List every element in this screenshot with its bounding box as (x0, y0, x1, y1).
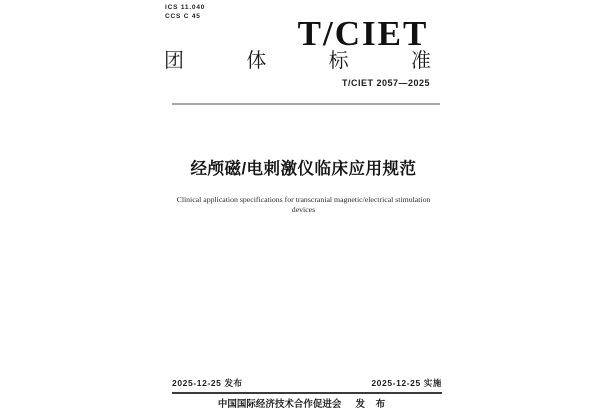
footer-divider (172, 392, 442, 394)
standard-type-char: 体 (246, 50, 267, 72)
issue-date: 2025-12-25 发布 (172, 378, 243, 388)
standard-type-label (164, 50, 431, 72)
standard-number: T/CIET 2057—2025 (341, 78, 430, 88)
document-title-zh: 经颅磁/电刺激仪临床应用规范 (190, 160, 417, 178)
standard-type-char: 准 (410, 50, 431, 72)
document-title-en-line2: devices (291, 205, 316, 214)
issuer-name: 中国国际经济技术合作促进会 (217, 399, 342, 410)
ics-code: ICS 11.040 (165, 4, 206, 11)
implement-date: 2025-12-25 实施 (371, 378, 442, 388)
classification-codes (165, 3, 205, 21)
dates-row (172, 377, 442, 389)
document-title-en-line1: Clinical application specifications for transcranial magnetic/electrical stimulation (176, 195, 431, 204)
release-label: 发 布 (355, 399, 390, 410)
document-title-en (137, 195, 470, 215)
ccs-code: CCS C 45 (165, 13, 201, 20)
standard-type-char: 团 (164, 50, 184, 72)
header-divider (172, 103, 440, 105)
standard-type-char: 标 (328, 50, 349, 72)
issuer-row (150, 399, 457, 411)
org-mark: T/CIET (297, 14, 429, 53)
